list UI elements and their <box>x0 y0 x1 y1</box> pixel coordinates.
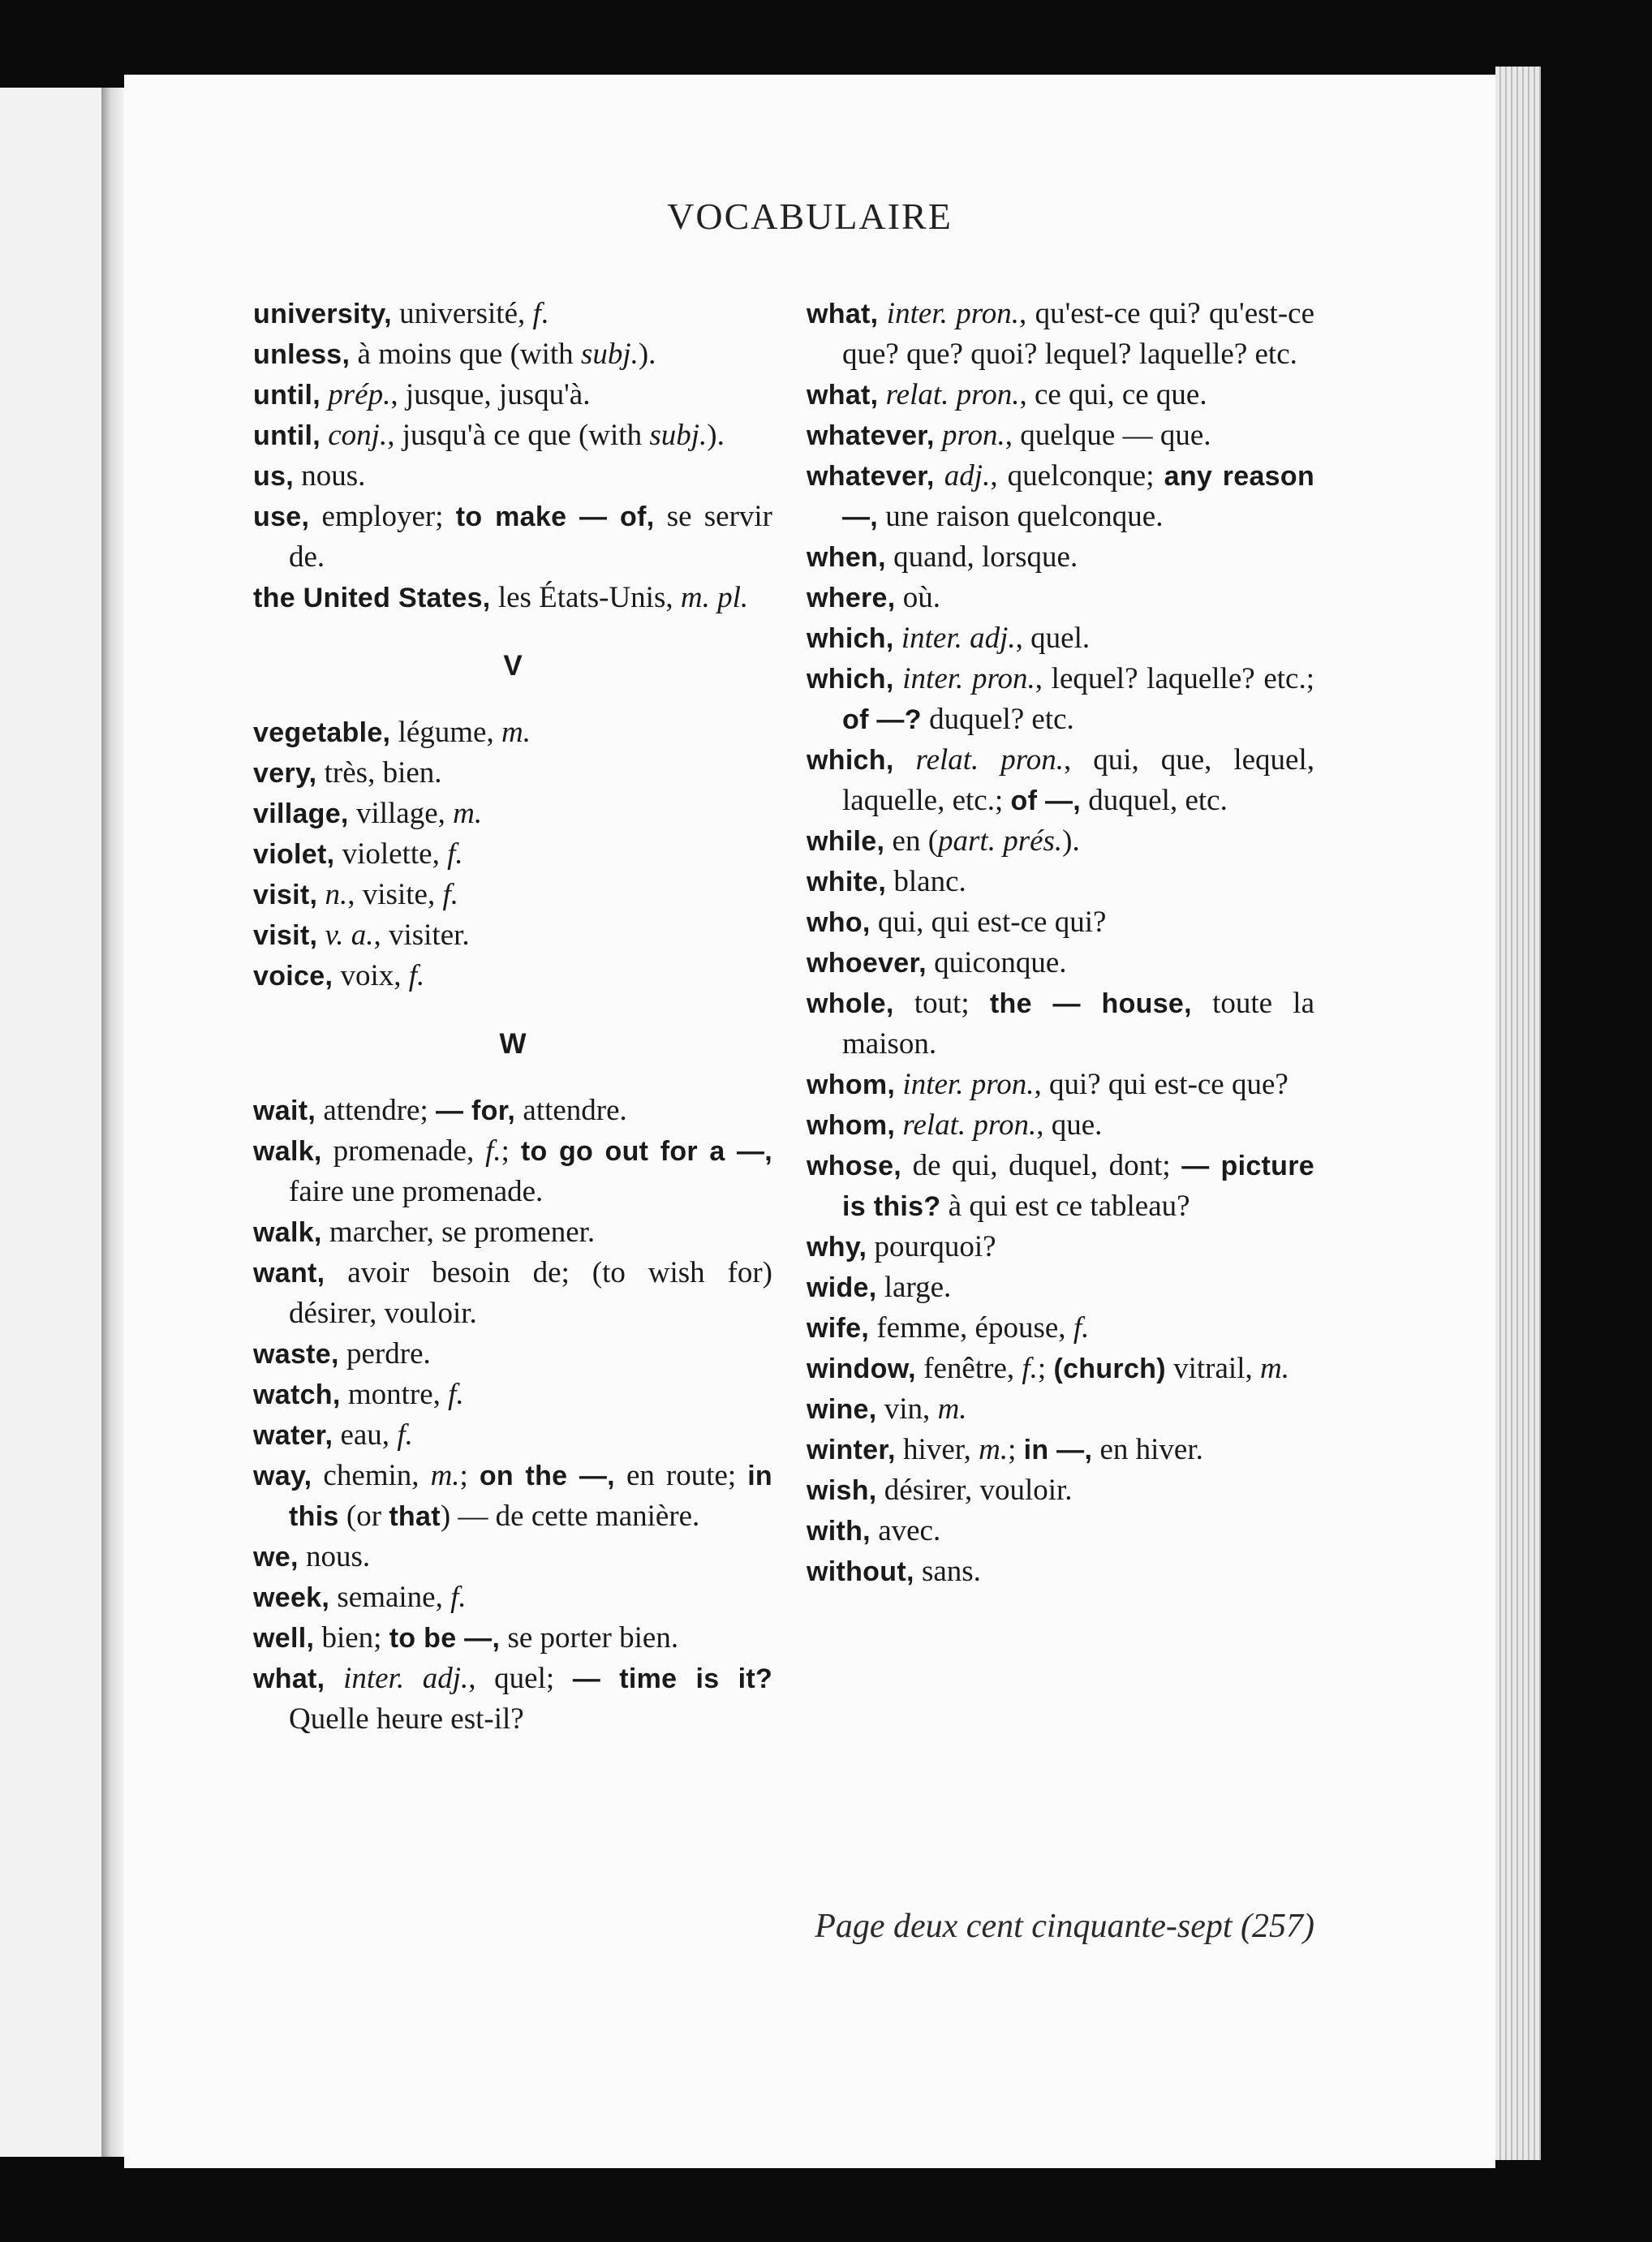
grammar-note: inter. pron. <box>886 297 1019 330</box>
vocab-entry <box>253 1415 772 1456</box>
definition-text <box>317 878 325 911</box>
headword: — picture is this? <box>842 1151 1314 1222</box>
vocab-entry <box>253 334 772 375</box>
headword: window, <box>807 1353 916 1384</box>
vocab-entry <box>807 375 1314 415</box>
grammar-note: f. <box>448 1378 464 1411</box>
definition-text: quiconque. <box>926 946 1067 979</box>
vocab-entry <box>807 983 1314 1065</box>
headword: without, <box>807 1556 914 1587</box>
definition-text: ). <box>707 419 725 452</box>
headword: where, <box>807 583 896 613</box>
vocab-entry <box>807 537 1314 578</box>
headword: which, <box>807 623 894 654</box>
vocab-entry <box>807 415 1314 456</box>
vocab-entry <box>807 618 1314 659</box>
vocab-entry <box>253 578 772 618</box>
definition-text: une raison quelconque. <box>878 500 1164 533</box>
vocab-entry <box>807 294 1314 375</box>
definition-text: où. <box>895 581 941 614</box>
vocab-entry <box>807 1065 1314 1105</box>
vocab-entry <box>253 1131 772 1212</box>
grammar-note: subj. <box>580 338 639 371</box>
headword: the — house, <box>989 988 1192 1019</box>
grammar-note: f. <box>1073 1311 1090 1345</box>
headword: well, <box>253 1623 315 1654</box>
left-column <box>253 294 772 1740</box>
vocab-entry <box>807 862 1314 902</box>
headword: waste, <box>253 1339 339 1370</box>
grammar-note: n. <box>325 878 348 911</box>
headword: in —, <box>1023 1435 1093 1465</box>
grammar-note: f. <box>1022 1352 1038 1385</box>
definition-text: large. <box>876 1271 952 1304</box>
grammar-note: m. <box>430 1459 460 1492</box>
definition-text: très, bien. <box>316 756 442 790</box>
vocab-entry <box>253 375 772 415</box>
definition-text: , qui, que, lequel, laquelle, etc.; <box>842 743 1314 817</box>
vocab-entry <box>253 712 772 753</box>
vocab-entry <box>253 294 772 334</box>
definition-text: tout; <box>893 987 990 1020</box>
definition-text <box>878 297 886 330</box>
vocab-entry <box>253 753 772 794</box>
headword: very, <box>253 758 317 789</box>
definition-text: femme, épouse, <box>869 1311 1073 1345</box>
definition-text: bien; <box>314 1621 389 1655</box>
definition-text <box>894 662 903 695</box>
vocab-entry <box>253 1253 772 1334</box>
definition-text: , qui? qui est-ce que? <box>1034 1068 1288 1101</box>
definition-text <box>325 1662 343 1695</box>
vocab-entry <box>807 740 1314 821</box>
definition-text: village, <box>348 797 454 830</box>
vocab-entry <box>253 415 772 456</box>
definition-text: pourquoi? <box>867 1230 996 1263</box>
grammar-note: part. prés. <box>938 824 1063 858</box>
definition-text: montre, <box>340 1378 449 1411</box>
grammar-note: f. <box>408 959 425 992</box>
definition-text: se servir de. <box>289 500 772 574</box>
headword: walk, <box>253 1217 322 1248</box>
headword: vegetable, <box>253 717 391 748</box>
section-letter: W <box>499 1028 527 1060</box>
definition-text: , quel. <box>1015 622 1091 655</box>
definition-text: , que. <box>1036 1108 1103 1142</box>
headword: which, <box>807 745 894 776</box>
headword: use, <box>253 501 310 532</box>
definition-text: perdre. <box>338 1337 431 1371</box>
page-footer: Page deux cent cinquante-sept (257) <box>815 1908 1314 1945</box>
headword: on the —, <box>479 1461 615 1491</box>
vocab-entry <box>253 1375 772 1415</box>
definition-text: en route; <box>614 1459 748 1492</box>
definition-text <box>317 919 325 952</box>
headword: wait, <box>253 1095 316 1126</box>
definition-text: (or <box>338 1500 389 1533</box>
vocab-entry <box>807 1146 1314 1227</box>
headword: whom, <box>807 1069 896 1100</box>
definition-text: légume, <box>390 716 501 749</box>
headword: village, <box>253 798 349 829</box>
grammar-note: m. pl. <box>680 581 749 614</box>
grammar-note: f. <box>397 1418 413 1452</box>
headword: violet, <box>253 839 335 870</box>
headword: whoever, <box>807 948 927 979</box>
vocab-entry <box>253 456 772 497</box>
section-letter: V <box>503 650 523 682</box>
grammar-note: f. <box>442 878 458 911</box>
definition-text: , jusque, jusqu'à. <box>390 378 591 411</box>
definition-text <box>321 419 328 452</box>
definition-text: avec. <box>870 1514 941 1547</box>
definition-text: en ( <box>884 824 939 858</box>
vocab-entry <box>253 1334 772 1375</box>
definition-text: sans. <box>914 1555 981 1588</box>
headword: with, <box>807 1516 871 1547</box>
facing-page-edge <box>0 88 101 2157</box>
headword: us, <box>253 461 295 492</box>
definition-text: violette, <box>334 837 448 871</box>
headword: (church) <box>1053 1353 1166 1384</box>
definition-text: , visiter. <box>373 919 470 952</box>
definition-text: fenêtre, <box>915 1352 1022 1385</box>
definition-text: ; <box>501 1134 521 1168</box>
vocab-entry <box>807 943 1314 983</box>
definition-text: ). <box>1062 824 1080 858</box>
headword: while, <box>807 826 885 857</box>
definition-text: toute la maison. <box>842 987 1314 1061</box>
headword: until, <box>253 420 321 451</box>
headword: what, <box>807 299 879 329</box>
definition-text: de qui, duquel, dont; <box>901 1149 1182 1182</box>
definition-text: , quelque — que. <box>1005 419 1211 452</box>
definition-text: faire une promenade. <box>289 1175 544 1208</box>
vocab-entry <box>253 1659 772 1740</box>
grammar-note: relat. pron. <box>902 1108 1037 1142</box>
headword: voice, <box>253 961 333 992</box>
headword: which, <box>807 664 894 695</box>
headword: want, <box>253 1258 325 1289</box>
definition-text: à qui est ce tableau? <box>940 1190 1190 1223</box>
grammar-note: m. <box>937 1392 967 1426</box>
definition-text: qui, qui est-ce qui? <box>870 906 1107 939</box>
vocab-entry <box>807 1267 1314 1308</box>
definition-text: ; <box>1008 1433 1024 1466</box>
vocab-entry <box>807 821 1314 862</box>
definition-text: chemin, <box>312 1459 431 1492</box>
right-column <box>807 294 1314 1592</box>
vocab-entry <box>253 834 772 875</box>
definition-text: blanc. <box>886 865 966 898</box>
grammar-note: inter. adj. <box>901 622 1016 655</box>
headword: water, <box>253 1420 333 1451</box>
headword: — for, <box>436 1095 516 1126</box>
headword: whom, <box>807 1110 896 1141</box>
definition-text: nous. <box>294 459 366 493</box>
definition-text: duquel? etc. <box>921 703 1074 736</box>
definition-text: , quel; <box>468 1662 573 1695</box>
headword: whatever, <box>807 420 935 451</box>
grammar-note: relat. pron. <box>885 378 1020 411</box>
grammar-note: adj. <box>944 459 991 493</box>
vocab-entry <box>807 456 1314 537</box>
vocab-entry <box>807 1470 1314 1511</box>
headword: of —? <box>842 704 922 735</box>
definition-text: se porter bien. <box>500 1621 679 1655</box>
grammar-note: m. <box>453 797 483 830</box>
definition-text: ) — de cette manière. <box>440 1500 700 1533</box>
vocab-entry <box>253 956 772 996</box>
vocab-entry <box>807 1349 1314 1389</box>
definition-text: attendre. <box>515 1094 627 1127</box>
page-stack-edges <box>1495 67 1541 2160</box>
definition-text: hiver, <box>895 1433 979 1466</box>
definition-text: . <box>540 297 549 330</box>
headword: walk, <box>253 1136 322 1167</box>
headword: to be —, <box>389 1623 501 1654</box>
definition-text <box>935 419 942 452</box>
grammar-note: inter. pron. <box>902 662 1035 695</box>
grammar-note: relat. pron. <box>915 743 1065 777</box>
headword: why, <box>807 1232 867 1263</box>
definition-text: duquel, etc. <box>1081 784 1228 817</box>
definition-text <box>935 459 944 493</box>
headword: the United States, <box>253 583 491 613</box>
grammar-note: m. <box>1259 1352 1289 1385</box>
definition-text <box>321 378 328 411</box>
headword: when, <box>807 542 886 573</box>
definition-text: , qu'est-ce qui? qu'est-ce que? que? quoi? lequel? laquelle? etc. <box>842 297 1314 371</box>
grammar-note: conj. <box>328 419 388 452</box>
definition-text <box>878 378 885 411</box>
headword: whole, <box>807 988 894 1019</box>
vocab-entry <box>253 794 772 834</box>
book-gutter <box>101 88 124 2157</box>
headword: winter, <box>807 1435 896 1465</box>
definition-text: à moins que (with <box>350 338 581 371</box>
vocab-entry <box>253 1456 772 1537</box>
headword: what, <box>253 1663 325 1694</box>
vocab-entry <box>253 1091 772 1131</box>
grammar-note: v. a. <box>325 919 374 952</box>
vocab-entry <box>807 1308 1314 1349</box>
grammar-note: m. <box>501 716 531 749</box>
grammar-note: prép. <box>328 378 391 411</box>
headword: watch, <box>253 1379 341 1410</box>
definition-text: , ce qui, ce que. <box>1019 378 1207 411</box>
definition-text: en hiver. <box>1092 1433 1203 1466</box>
vocab-entry <box>807 578 1314 618</box>
headword: who, <box>807 907 871 938</box>
definition-text: attendre; <box>316 1094 437 1127</box>
grammar-note: inter. pron. <box>902 1068 1035 1101</box>
headword: in this <box>289 1461 773 1532</box>
definition-text <box>894 743 916 777</box>
definition-text: , jusqu'à ce que (with <box>387 419 650 452</box>
definition-text: ; <box>459 1459 480 1492</box>
definition-text: ; <box>1037 1352 1054 1385</box>
grammar-note: inter. adj. <box>343 1662 469 1695</box>
definition-text: université, <box>391 297 533 330</box>
grammar-note: f. <box>485 1134 501 1168</box>
definition-text: semaine, <box>329 1581 451 1614</box>
definition-text: vitrail, <box>1165 1352 1260 1385</box>
vocab-entry <box>253 915 772 956</box>
grammar-note: pron. <box>941 419 1005 452</box>
definition-text: les États-Unis, <box>490 581 681 614</box>
definition-text: désirer, vouloir. <box>876 1474 1073 1507</box>
headword: that <box>389 1501 441 1532</box>
vocab-entry <box>807 1389 1314 1430</box>
headword: to go out for a —, <box>520 1136 773 1167</box>
vocab-entry <box>807 1511 1314 1551</box>
definition-text: marcher, se promener. <box>321 1216 596 1249</box>
vocab-entry <box>807 1430 1314 1470</box>
definition-text: quand, lorsque. <box>885 540 1078 574</box>
vocab-entry <box>253 1577 772 1618</box>
headword: wife, <box>807 1313 870 1344</box>
headword: we, <box>253 1542 299 1573</box>
vocab-entry <box>253 1212 772 1253</box>
headword: whose, <box>807 1151 902 1181</box>
definition-text: ). <box>638 338 656 371</box>
grammar-note: subj. <box>649 419 708 452</box>
definition-text: promenade, <box>321 1134 486 1168</box>
definition-text: eau, <box>333 1418 398 1452</box>
definition-text: vin, <box>876 1392 938 1426</box>
headword: wine, <box>807 1394 877 1425</box>
headword: wide, <box>807 1272 877 1303</box>
headword: any reason —, <box>842 461 1315 532</box>
headword: of —, <box>1010 785 1081 816</box>
vocab-entry <box>807 902 1314 943</box>
vocab-entry <box>253 1537 772 1577</box>
headword: visit, <box>253 880 318 910</box>
vocab-entry <box>807 1227 1314 1267</box>
headword: until, <box>253 380 321 411</box>
page-title: VOCABULAIRE <box>667 196 953 237</box>
definition-text: avoir besoin de; (to wish for) désirer, vouloir. <box>289 1256 772 1330</box>
headword: — time is it? <box>572 1663 773 1694</box>
headword: whatever, <box>807 461 935 492</box>
grammar-note: f <box>532 297 541 330</box>
headword: university, <box>253 299 392 329</box>
headword: wish, <box>807 1475 877 1506</box>
definition-text: , quelconque; <box>990 459 1164 493</box>
vocab-entry <box>253 875 772 915</box>
vocab-entry <box>807 1551 1314 1592</box>
grammar-note: m. <box>979 1433 1009 1466</box>
headword: unless, <box>253 339 351 370</box>
grammar-note: f. <box>450 1581 467 1614</box>
definition-text <box>894 622 901 655</box>
definition-text: Quelle heure est-il? <box>289 1702 524 1736</box>
vocab-entry <box>807 659 1314 740</box>
headword: week, <box>253 1582 330 1613</box>
vocab-entry <box>253 1618 772 1659</box>
vocab-entry <box>807 1105 1314 1146</box>
definition-text: , lequel? laquelle? etc.; <box>1035 662 1315 695</box>
definition-text: nous. <box>298 1540 371 1573</box>
definition-text: employer; <box>309 500 456 533</box>
headword: what, <box>807 380 879 411</box>
vocab-entry <box>253 497 772 578</box>
headword: way, <box>253 1461 312 1491</box>
grammar-note: f. <box>447 837 463 871</box>
definition-text: voix, <box>333 959 409 992</box>
headword: visit, <box>253 920 318 951</box>
definition-text: , visite, <box>347 878 443 911</box>
headword: to make — of, <box>455 501 655 532</box>
headword: white, <box>807 867 887 897</box>
